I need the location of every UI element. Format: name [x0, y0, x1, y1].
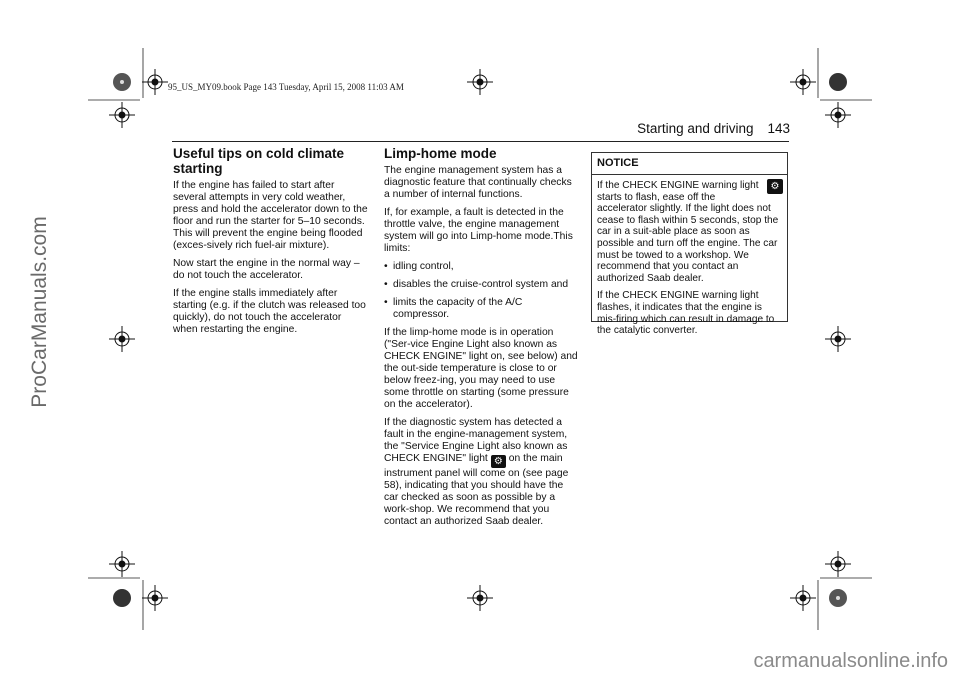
notice-title: NOTICE: [592, 153, 787, 175]
check-engine-icon: ⚙: [491, 455, 506, 468]
running-header: [560, 121, 790, 136]
paragraph-part: If the diagnostic system has detected a fault in the engine-management system, the "Service Engine Light also known as CHECK ENGINE" light: [384, 417, 568, 464]
paragraph: Now start the engine in the normal way – do not touch the accelerator.: [173, 258, 360, 281]
notice-paragraph: [597, 180, 783, 284]
section-title: Starting and driving: [637, 121, 754, 136]
heading-limp-home: Limp-home mode: [384, 146, 497, 161]
page-number: 143: [767, 121, 790, 136]
side-watermark: ProCarManuals.com: [28, 216, 51, 408]
list-item: • idling control,: [384, 261, 580, 273]
paragraph: If the engine has failed to start after several attempts in very cold weather, press and hold the accelerator down to the floor and run the starter for 5–10 seconds. This will prevent the engine being flooded (exces-sively rich fuel-air mixture).: [173, 180, 368, 251]
paragraph: If, for example, a fault is detected in the throttle valve, the engine management system will go into Limp-home mode.This limits:: [384, 207, 573, 254]
header-rule: [172, 141, 789, 142]
print-info: 95_US_MY09.book Page 143 Tuesday, April 15, 2008 11:03 AM: [168, 82, 404, 92]
notice-text: If the CHECK ENGINE warning light starts to flash, ease off the accelerator slightly. If the light does not cease to flash within 5 seconds, stop the car in a suit-able place as soon as possible and turn off the engine. The car must be towed to a workshop. We recommend that you contact an authorized Saab dealer.: [597, 180, 779, 284]
bottom-watermark: carmanualsonline.info: [753, 650, 948, 672]
list-item: • limits the capacity of the A/C compressor.: [384, 297, 580, 321]
heading-cold-start: Useful tips on cold climate starting: [173, 146, 345, 176]
notice-paragraph: If the CHECK ENGINE warning light flashes, it indicates that the engine is mis-firing which can result in damage to the catalytic converter.: [597, 290, 775, 337]
paragraph-part: on the main instrument panel will come on (see page 58), indicating that you should have the car checked as soon as possible by a work-shop. We recommend that you contact an authorized Saab dealer.: [384, 453, 569, 527]
check-engine-icon: ⚙: [767, 179, 783, 194]
paragraph: If the engine stalls immediately after starting (e.g. if the clutch was released too quickly), do not touch the accelerator when restarting the engine.: [173, 288, 366, 335]
paragraph: [384, 417, 580, 528]
paragraph: The engine management system has a diagnostic feature that continually checks a number of internal functions.: [384, 165, 572, 200]
notice-box: [591, 152, 788, 337]
column-cold-start: [173, 146, 368, 342]
column-limp-home: [384, 146, 580, 534]
list-item: • disables the cruise-control system and: [384, 279, 580, 291]
paragraph: If the limp-home mode is in operation ("Ser-vice Engine Light also known as CHECK ENGINE" light on, see below) and the out-side temperature is close to or below freez-ing, you may need to use some throttle on starting (some pressure on the accelerator).: [384, 327, 578, 410]
